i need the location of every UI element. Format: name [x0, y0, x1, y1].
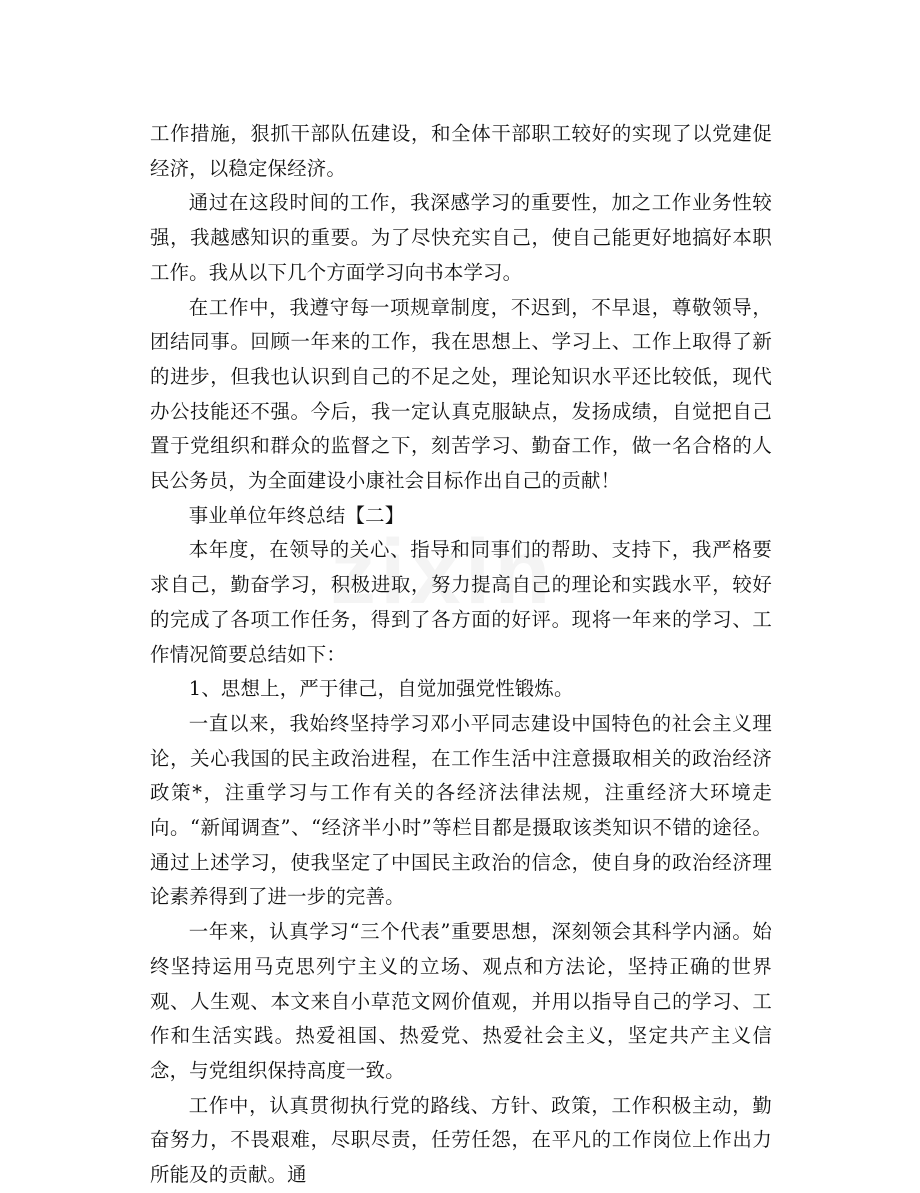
document-body: [150, 117, 772, 1193]
paragraph-5: 一直以来，我始终坚持学习邓小平同志建设中国特色的社会主义理论，关心我国的民主政治进程，在工作生活中注意摄取相关的政治经济政策*，注重学习与工作有关的各经济法律法规，注重经济大环境走向。“新闻调查”、“经济半小时”等栏目都是摄取该类知识不错的途径。通过上述学习，使我坚定了中国民主政治的信念，使自身的政治经济理论素养得到了进一步的完善。: [150, 711, 772, 909]
paragraph-4: 本年度，在领导的关心、指导和同事们的帮助、支持下，我严格要求自己，勤奋学习，积极进取，努力提高自己的理论和实践水平，较好的完成了各项工作任务，得到了各方面的好评。现将一年来的学习、工作情况简要总结如下：: [150, 538, 772, 666]
paragraph-6: 一年来，认真学习“三个代表”重要思想，深刻领会其科学内涵。始终坚持运用马克思列宁主义的立场、观点和方法论，坚持正确的世界观、人生观、本文来自小草范文网价值观，并用以指导自己的学习、工作和生活实践。热爱祖国、热爱党、热爱社会主义，坚定共产主义信念，与党组织保持高度一致。: [150, 920, 772, 1082]
paragraph-2: 通过在这段时间的工作，我深感学习的重要性，加之工作业务性较强，我越感知识的重要。为了尽快充实自己，使自己能更好地搞好本职工作。我从以下几个方面学习向书本学习。: [150, 191, 772, 284]
section-heading: 事业单位年终总结【二】: [188, 503, 405, 527]
paragraph-1: 工作措施，狠抓干部队伍建设，和全体干部职工较好的实现了以党建促经济，以稳定保经济。: [150, 122, 772, 180]
list-item-1: 1、思想上，严于律己，自觉加强党性锻炼。: [188, 677, 574, 701]
paragraph-3: 在工作中，我遵守每一项规章制度，不迟到，不早退，尊敬领导，团结同事。回顾一年来的工作，我在思想上、学习上、工作上取得了新的进步，但我也认识到自己的不足之处，理论知识水平还比较低，现代办公技能还不强。今后，我一定认真克服缺点，发扬成绩，自觉把自己置于党组织和群众的监督之下，刻苦学习、勤奋工作，做一名合格的人民公务员，为全面建设小康社会目标作出自己的贡献！: [150, 295, 772, 493]
paragraph-7: 工作中，认真贯彻执行党的路线、方针、政策，工作积极主动，勤奋努力，不畏艰难，尽职尽责，任劳任怨，在平凡的工作岗位上作出力所能及的贡献。通: [150, 1093, 772, 1187]
